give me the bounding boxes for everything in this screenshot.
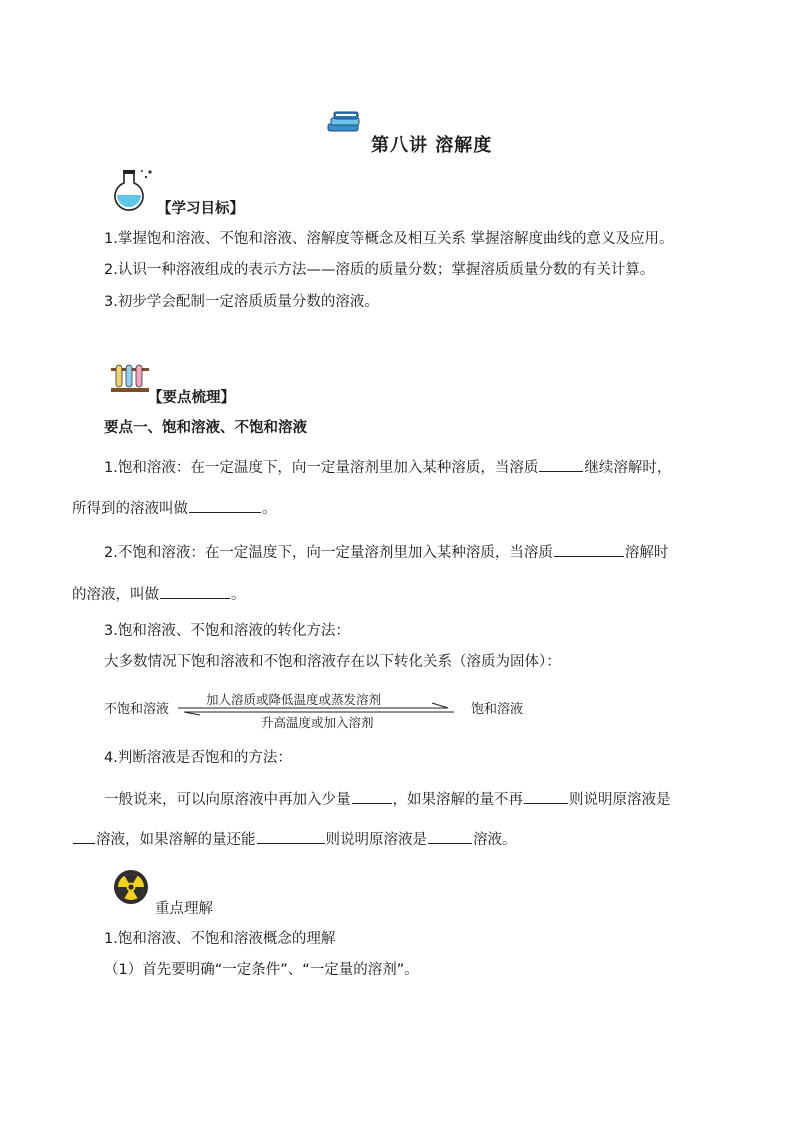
- fill-blank: [352, 789, 392, 804]
- focus-item: 1.饱和溶液、不饱和溶液概念的理解: [104, 931, 336, 947]
- definition-saturated-cont: [72, 498, 277, 519]
- judge-method-text: [104, 789, 671, 810]
- text-segment: 一般说来，可以向原溶液中再加入少量: [104, 792, 351, 808]
- diagram-left-label: 不饱和溶液: [104, 702, 170, 717]
- diagram-bottom-label: 升高温度或加入溶剂: [261, 715, 374, 730]
- definition-unsaturated-cont: [72, 584, 246, 605]
- text-segment: 。: [262, 501, 277, 517]
- text-segment: ，如果溶解的量不再: [392, 792, 523, 808]
- fill-blank: [524, 789, 568, 804]
- text-segment: 1.饱和溶液：在一定温度下，向一定量溶剂里加入某种溶质，当溶质: [104, 460, 539, 476]
- text-segment: 则说明原溶液是: [325, 832, 427, 848]
- diagram-top-label: 加人溶质或降低温度或蒸发溶剂: [206, 692, 382, 707]
- books-icon: [324, 110, 364, 136]
- focus-heading: 重点理解: [155, 901, 213, 917]
- fill-blank: [428, 829, 472, 844]
- text-segment: 。: [231, 587, 246, 603]
- radiation-icon: [112, 868, 150, 906]
- fill-blank: [539, 457, 583, 472]
- text-segment: 则说明原溶液是: [569, 792, 671, 808]
- objectives-heading: 【学习目标】: [157, 201, 244, 217]
- conversion-title: 3.饱和溶液、不饱和溶液的转化方法：: [104, 623, 350, 639]
- judge-method-title: 4.判断溶液是否饱和的方法：: [104, 750, 292, 766]
- flask-icon: [110, 167, 156, 211]
- definition-unsaturated: [104, 542, 668, 563]
- fill-blank: [73, 829, 95, 844]
- focus-item-sub: （1）首先要明确“一定条件”、“一定量的溶剂”。: [104, 962, 419, 978]
- conversion-diagram: [104, 692, 534, 732]
- text-segment: 溶液，如果溶解的量还能: [96, 832, 256, 848]
- text-segment: 所得到的溶液叫做: [72, 501, 188, 517]
- diagram-right-label: 饱和溶液: [471, 702, 524, 717]
- keypoints-heading: 【要点梳理】: [148, 390, 235, 406]
- section-subheading: 要点一、饱和溶液、不饱和溶液: [104, 420, 307, 436]
- text-segment: 溶液。: [473, 832, 517, 848]
- definition-saturated: [104, 457, 671, 478]
- conversion-text: 大多数情况下饱和溶液和不饱和溶液存在以下转化关系（溶质为固体）：: [104, 654, 561, 670]
- objective-item: 2.认识一种溶液组成的表示方法——溶质的质量分数；掌握溶质质量分数的有关计算。: [104, 262, 655, 278]
- text-segment: 的溶液，叫做: [72, 587, 159, 603]
- text-segment: 2.不饱和溶液：在一定温度下，向一定量溶剂里加入某种溶质，当溶质: [104, 545, 553, 561]
- judge-method-text-cont: [72, 829, 517, 850]
- objective-item: 1.掌握饱和溶液、不饱和溶液、溶解度等概念及相互关系 掌握溶解度曲线的意义及应用。: [104, 231, 674, 247]
- fill-blank: [554, 542, 624, 557]
- test-tubes-icon: [110, 364, 150, 394]
- page-title: 第八讲 溶解度: [371, 135, 493, 156]
- fill-blank: [189, 498, 261, 513]
- fill-blank: [160, 584, 230, 599]
- text-segment: 继续溶解时，: [584, 460, 672, 476]
- text-segment: 溶解时: [624, 545, 669, 561]
- equilibrium-arrows: [176, 702, 456, 716]
- objective-item: 3.初步学会配制一定溶质质量分数的溶液。: [104, 294, 379, 310]
- fill-blank: [257, 829, 325, 844]
